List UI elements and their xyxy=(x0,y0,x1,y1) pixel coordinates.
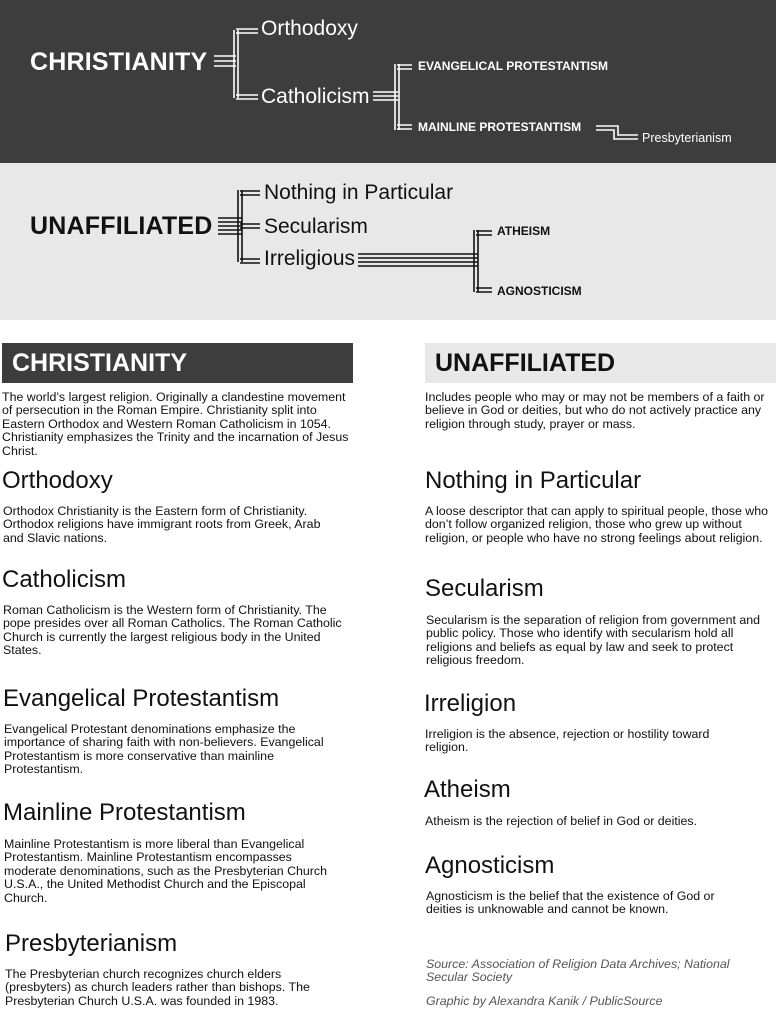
connector-irreligious xyxy=(240,259,260,263)
connector-christianity-root xyxy=(214,56,236,66)
connector-nothing-in-particular xyxy=(240,191,260,195)
connector-orthodoxy xyxy=(236,29,258,33)
connector-catholicism xyxy=(236,95,258,99)
term-secularism: Secularism xyxy=(425,575,544,602)
definition-catholicism: Roman Catholicism is the Western form of Christianity. The pope presides over all Roman Catholics. The Roman Catholic Church is currently the largest religious body in the United States. xyxy=(3,603,342,658)
term-nothing-in-particular: Nothing in Particular xyxy=(425,467,642,494)
tree-node-secularism: Secularism xyxy=(264,215,368,238)
connector-irreligious-out xyxy=(358,254,478,266)
definition-agnosticism: Agnosticism is the belief that the existence of God or deities is unknowable and cannot be known. xyxy=(426,889,715,917)
definition-atheism: Atheism is the rejection of belief in God or deities. xyxy=(425,814,698,828)
definition-evangelical-protestantism: Evangelical Protestant denominations emphasize the importance of sharing faith with non-believers. Evangelical Protestantism is more conservative than mainline Protestantism. xyxy=(4,722,324,777)
unaffiliated-section-header: UNAFFILIATED xyxy=(425,343,776,383)
definition-orthodoxy: Orthodox Christianity is the Eastern form of Christianity. Orthodox religions have immigrant roots from Greek, Arab and Slavic nations. xyxy=(3,504,321,545)
tree-root-christianity: CHRISTIANITY xyxy=(30,48,208,76)
tree-node-nothing-in-particular: Nothing in Particular xyxy=(264,181,454,204)
connector-presbyterianism xyxy=(596,126,638,139)
tree-node-catholicism: Catholicism xyxy=(261,85,370,108)
definition-irreligion: Irreligion is the absence, rejection or hostility toward religion. xyxy=(425,727,710,755)
connector-irreligious-vertical xyxy=(474,230,478,292)
tree-node-atheism: ATHEISM xyxy=(497,224,551,238)
tree-node-presbyterianism: Presbyterianism xyxy=(642,131,732,145)
christianity-section-header: CHRISTIANITY xyxy=(2,343,353,383)
connector-secularism xyxy=(240,224,260,228)
unaffiliated-intro: Includes people who may or may not be members of a faith or believe in God or deities, but who do not actively practice any religion through study, prayer or mass. xyxy=(425,390,765,431)
tree-node-evangelical-protestantism: EVANGELICAL PROTESTANTISM xyxy=(418,59,609,73)
term-evangelical-protestantism: Evangelical Protestantism xyxy=(3,685,280,712)
definition-mainline-protestantism: Mainline Protestantism is more liberal than Evangelical Protestantism. Mainline Protestantism encompasses moderate denominations, such as the Presbyterian Church U.S.A., the United Methodist Church and the Episcopal Church. xyxy=(4,837,328,905)
source-note: Source: Association of Religion Data Archives; National Secular Society xyxy=(426,957,730,985)
term-orthodoxy: Orthodoxy xyxy=(2,467,113,494)
tree-node-mainline-protestantism: MAINLINE PROTESTANTISM xyxy=(418,120,582,134)
term-irreligion: Irreligion xyxy=(424,690,517,717)
term-mainline-protestantism: Mainline Protestantism xyxy=(3,799,246,826)
definition-nothing-in-particular: A loose descriptor that can apply to spiritual people, those who don’t follow organized religion, those who grew up without religion, or people who have no strong feelings about religion. xyxy=(425,504,769,545)
connector-catholicism-vertical xyxy=(395,64,399,130)
tree-node-irreligious: Irreligious xyxy=(264,247,356,270)
tree-node-agnosticism: AGNOSTICISM xyxy=(497,284,582,298)
term-agnosticism: Agnosticism xyxy=(425,852,555,879)
tree-root-unaffiliated: UNAFFILIATED xyxy=(30,212,213,240)
term-atheism: Atheism xyxy=(424,776,511,803)
unaffiliated-connectors xyxy=(218,190,492,292)
connector-christianity-vertical xyxy=(234,30,238,98)
christianity-intro: The world’s largest religion. Originally a clandestine movement of persecution in the Roman Empire. Christianity split into Eastern Orthodox and Western Roman Catholicism in 1054. Christianity emphasizes the Trinity and the incarnation of Jesus Christ. xyxy=(2,390,349,458)
term-presbyterianism: Presbyterianism xyxy=(5,930,178,957)
term-catholicism: Catholicism xyxy=(2,566,127,593)
definition-secularism: Secularism is the separation of religion from government and public policy. Those who identify with secularism hold all religions and beliefs as equal by law and seek to protect religious freedom. xyxy=(426,613,761,668)
graphic-credit: Graphic by Alexandra Kanik / PublicSource xyxy=(426,994,663,1008)
definition-presbyterianism: The Presbyterian church recognizes church elders (presbyters) as church leaders rather than bishops. The Presbyterian Church U.S.A. was founded in 1983. xyxy=(5,967,310,1008)
tree-node-orthodoxy: Orthodoxy xyxy=(261,17,358,40)
